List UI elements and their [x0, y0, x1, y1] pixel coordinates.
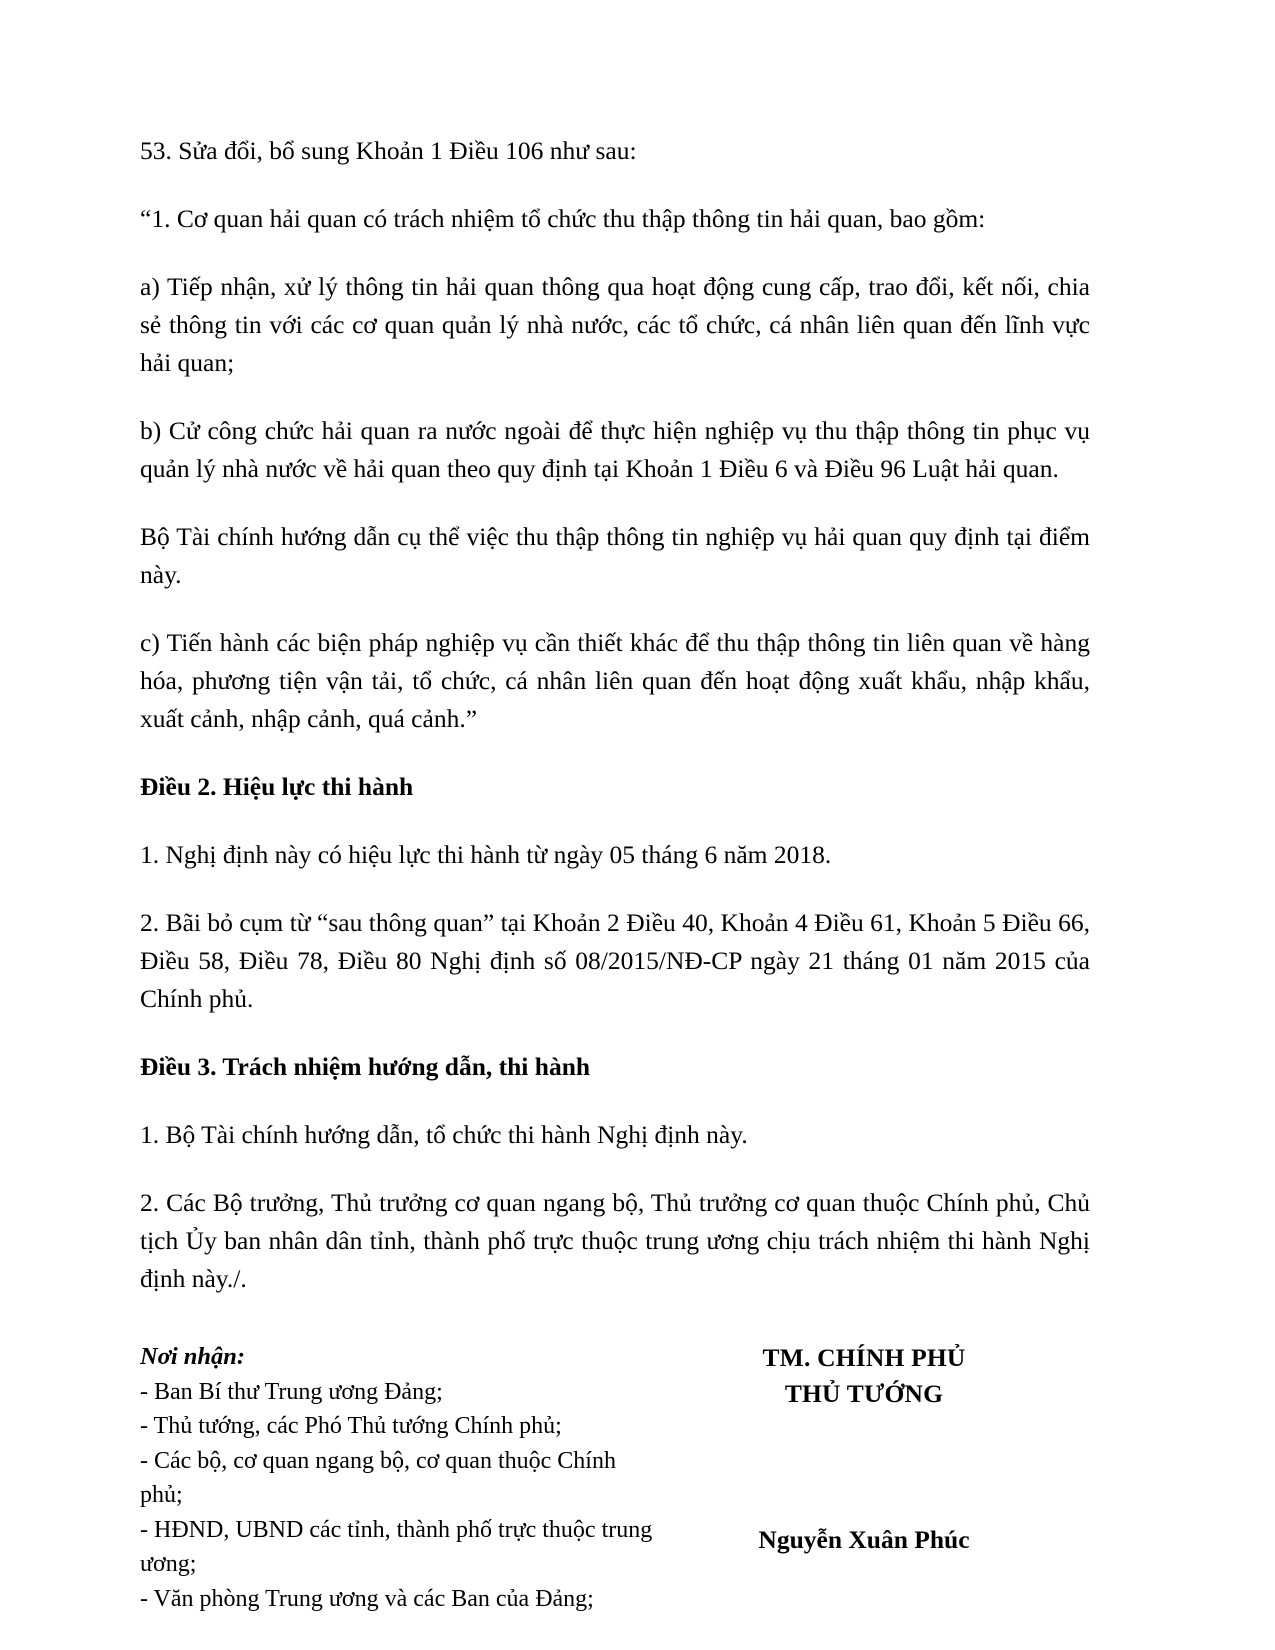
paragraph-item-53: 53. Sửa đổi, bổ sung Khoản 1 Điều 106 như sau: — [140, 136, 637, 165]
signer-name: Nguyễn Xuân Phúc — [758, 1525, 970, 1554]
paragraph-clause-1-c: c) Tiến hành các biện pháp nghiệp vụ cần thiết khác để thu thập thông tin liên quan về hàng hóa, phương tiện vận tải, tổ chức, cá nhân liên quan đến hoạt động xuất khẩu, nhập khẩu, xuất cảnh, nhập cảnh, quá cảnh.” — [140, 628, 1090, 733]
signature-space — [678, 1412, 1050, 1522]
recipients-list — [140, 1375, 660, 1617]
paragraph-clause-1: “1. Cơ quan hải quan có trách nhiệm tổ chức thu thập thông tin hải quan, bao gồm: — [140, 204, 986, 233]
signing-authority: TM. CHÍNH PHỦ — [762, 1343, 966, 1372]
paragraph-clause-1-b-note: Bộ Tài chính hướng dẫn cụ thể việc thu thập thông tin nghiệp vụ hải quan quy định tại điểm này. — [140, 522, 1090, 589]
recipient-item: - Ban Bí thư Trung ương Đảng; — [140, 1378, 443, 1405]
heading-article-3: Điều 3. Trách nhiệm hướng dẫn, thi hành — [140, 1052, 591, 1081]
recipient-item: - HĐND, UBND các tỉnh, thành phố trực thuộc trung ương; — [140, 1516, 653, 1577]
paragraph-article-2-item-2: 2. Bãi bỏ cụm từ “sau thông quan” tại Khoản 2 Điều 40, Khoản 4 Điều 61, Khoản 5 Điều 66, Điều 58, Điều 78, Điều 80 Nghị định số 08/2015/NĐ-CP ngày 21 tháng 01 năm 2015 của Chính phủ. — [140, 908, 1090, 1013]
signer-section — [660, 1340, 1090, 1558]
recipients-title: Nơi nhận: — [140, 1343, 246, 1370]
paragraph-clause-1-a: a) Tiếp nhận, xử lý thông tin hải quan thông qua hoạt động cung cấp, trao đổi, kết nối, chia sẻ thông tin với các cơ quan quản lý nhà nước, các tổ chức, cá nhân liên quan đến lĩnh vực hải quan; — [140, 272, 1090, 377]
signature-block — [140, 1340, 1090, 1616]
recipients-section — [140, 1340, 660, 1616]
paragraph-clause-1-b: b) Cử công chức hải quan ra nước ngoài để thực hiện nghiệp vụ thu thập thông tin phục vụ quản lý nhà nước về hải quan theo quy định tại Khoản 1 Điều 6 và Điều 96 Luật hải quan. — [140, 416, 1090, 483]
paragraph-article-2-item-1: 1. Nghị định này có hiệu lực thi hành từ ngày 05 tháng 6 năm 2018. — [140, 840, 832, 869]
recipient-item: - Văn phòng Trung ương và các Ban của Đảng; — [140, 1585, 594, 1612]
heading-article-2: Điều 2. Hiệu lực thi hành — [140, 772, 414, 801]
paragraph-article-3-item-1: 1. Bộ Tài chính hướng dẫn, tổ chức thi hành Nghị định này. — [140, 1120, 748, 1149]
signing-role: THỦ TƯỚNG — [784, 1379, 944, 1408]
paragraph-article-3-item-2: 2. Các Bộ trưởng, Thủ trưởng cơ quan ngang bộ, Thủ trưởng cơ quan thuộc Chính phủ, Chủ tịch Ủy ban nhân dân tỉnh, thành phố trực thuộc trung ương chịu trách nhiệm thi hành Nghị định này./. — [140, 1188, 1090, 1293]
recipient-item: - Thủ tướng, các Phó Thủ tướng Chính phủ; — [140, 1413, 562, 1439]
recipient-item: - Các bộ, cơ quan ngang bộ, cơ quan thuộc Chính phủ; — [140, 1447, 616, 1508]
